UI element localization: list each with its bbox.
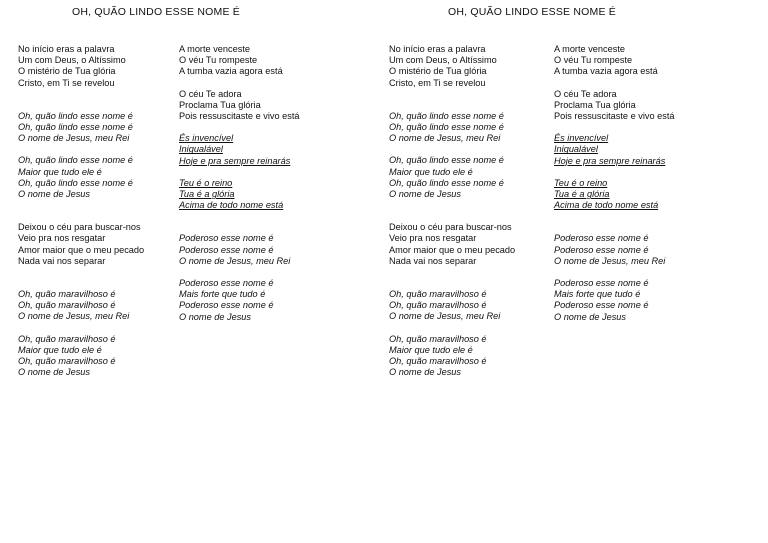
lyric-line: Poderoso esse nome é bbox=[179, 244, 274, 255]
lyric-line: Amor maior que o meu pecado bbox=[389, 244, 516, 255]
lyric-line: Proclama Tua glória bbox=[179, 99, 261, 110]
lyrics-sheet-right bbox=[384, 0, 768, 543]
lyric-line: Tua é a glória bbox=[554, 189, 610, 200]
lyric-line: O nome de Jesus, meu Rei bbox=[554, 255, 666, 266]
lyric-line: Maior que tudo ele é bbox=[389, 344, 473, 355]
lyric-line: Oh, quão lindo esse nome é bbox=[18, 122, 133, 133]
stanza bbox=[18, 111, 144, 145]
lyric-line: Oh, quão lindo esse nome é bbox=[389, 110, 504, 121]
lyric-line: O mistério de Tua glória bbox=[18, 66, 116, 77]
lyric-line: Oh, quão lindo esse nome é bbox=[18, 110, 133, 121]
lyric-line: Nada vai nos separar bbox=[18, 255, 106, 266]
stanza bbox=[18, 155, 144, 200]
lyric-line: O nome de Jesus bbox=[554, 311, 627, 322]
lyric-line: Hoje e pra sempre reinarás bbox=[554, 155, 666, 166]
lyric-line: Tua é a glória bbox=[179, 189, 235, 200]
lyric-line: O véu Tu rompeste bbox=[179, 55, 258, 66]
lyric-line: Deixou o céu para buscar-nos bbox=[389, 222, 512, 233]
lyric-line: No início eras a palavra bbox=[18, 44, 115, 54]
lyric-line: Proclama Tua glória bbox=[554, 99, 636, 110]
stanza bbox=[554, 89, 675, 123]
lyric-line: Poderoso esse nome é bbox=[554, 278, 649, 289]
stanza bbox=[18, 289, 144, 323]
lyric-line: O nome de Jesus bbox=[18, 367, 91, 378]
stanza bbox=[554, 233, 675, 267]
stanza bbox=[389, 44, 515, 89]
lyric-line: O nome de Jesus bbox=[389, 367, 462, 378]
lyrics-column-right bbox=[554, 44, 675, 323]
lyric-line: És invencível bbox=[179, 133, 234, 144]
stanza bbox=[179, 44, 300, 78]
lyric-line: O nome de Jesus, meu Rei bbox=[18, 133, 130, 144]
lyric-line: Poderoso esse nome é bbox=[554, 233, 649, 244]
lyric-line: O véu Tu rompeste bbox=[554, 55, 633, 66]
stanza bbox=[554, 178, 675, 212]
lyric-line: Oh, quão lindo esse nome é bbox=[389, 177, 504, 188]
lyrics-column-left bbox=[389, 44, 515, 378]
stanza bbox=[389, 155, 515, 200]
lyric-line: Oh, quão maravilhoso é bbox=[389, 356, 487, 367]
lyric-line: A morte venceste bbox=[179, 44, 250, 54]
lyric-line: Amor maior que o meu pecado bbox=[18, 244, 145, 255]
lyric-line: Veio pra nos resgatar bbox=[18, 233, 106, 244]
lyric-line: Teu é o reino bbox=[179, 177, 233, 188]
stanza bbox=[18, 222, 144, 267]
lyric-line: Inigualável bbox=[554, 144, 598, 155]
lyric-line: Maior que tudo ele é bbox=[18, 166, 102, 177]
lyric-line: Veio pra nos resgatar bbox=[389, 233, 477, 244]
lyric-line: Oh, quão lindo esse nome é bbox=[18, 177, 133, 188]
lyric-line: O céu Te adora bbox=[554, 88, 617, 99]
lyric-line: O nome de Jesus, meu Rei bbox=[179, 255, 291, 266]
lyric-line: Um com Deus, o Altíssimo bbox=[18, 55, 126, 66]
lyric-line: Oh, quão maravilhoso é bbox=[389, 333, 487, 344]
stanza bbox=[554, 278, 675, 323]
lyric-line: Hoje e pra sempre reinarás bbox=[179, 155, 291, 166]
song-title: OH, QUÃO LINDO ESSE NOME É bbox=[448, 6, 616, 18]
stanza bbox=[554, 133, 675, 167]
lyric-line: Maior que tudo ele é bbox=[18, 344, 102, 355]
lyric-line: Poderoso esse nome é bbox=[179, 233, 274, 244]
lyric-line: O céu Te adora bbox=[179, 88, 242, 99]
lyric-line: Nada vai nos separar bbox=[389, 255, 477, 266]
lyric-line: Acima de todo nome está bbox=[179, 200, 284, 211]
stanza bbox=[389, 334, 515, 379]
lyric-line: Teu é o reino bbox=[554, 177, 608, 188]
lyric-line: Acima de todo nome está bbox=[554, 200, 659, 211]
lyric-line: O nome de Jesus, meu Rei bbox=[389, 311, 501, 322]
lyric-line: Oh, quão maravilhoso é bbox=[18, 333, 116, 344]
lyric-line: O nome de Jesus, meu Rei bbox=[389, 133, 501, 144]
lyric-line: Cristo, em Ti se revelou bbox=[389, 77, 486, 88]
lyric-line: Inigualável bbox=[179, 144, 223, 155]
lyric-line: Um com Deus, o Altíssimo bbox=[389, 55, 497, 66]
lyric-line: Pois ressuscitaste e vivo está bbox=[179, 111, 300, 122]
lyric-line: Oh, quão maravilhoso é bbox=[18, 300, 116, 311]
lyric-line: Oh, quão lindo esse nome é bbox=[18, 155, 133, 166]
lyric-line: O nome de Jesus bbox=[179, 311, 252, 322]
lyric-line: Poderoso esse nome é bbox=[179, 278, 274, 289]
stanza bbox=[179, 89, 300, 123]
lyric-line: Poderoso esse nome é bbox=[554, 300, 649, 311]
lyric-line: Mais forte que tudo é bbox=[554, 289, 641, 300]
lyric-line: Oh, quão lindo esse nome é bbox=[389, 122, 504, 133]
lyric-line: Pois ressuscitaste e vivo está bbox=[554, 111, 675, 122]
lyric-line: Oh, quão maravilhoso é bbox=[389, 300, 487, 311]
lyric-line: Oh, quão maravilhoso é bbox=[18, 289, 116, 300]
lyric-line: És invencível bbox=[554, 133, 609, 144]
lyric-line: Maior que tudo ele é bbox=[389, 166, 473, 177]
lyric-line: A tumba vazia agora está bbox=[554, 66, 658, 77]
stanza bbox=[179, 278, 300, 323]
stanza bbox=[389, 111, 515, 145]
lyric-line: Oh, quão maravilhoso é bbox=[389, 289, 487, 300]
lyric-line: Deixou o céu para buscar-nos bbox=[18, 222, 141, 233]
lyric-line: Poderoso esse nome é bbox=[179, 300, 274, 311]
lyrics-column-left bbox=[18, 44, 144, 378]
song-title: OH, QUÃO LINDO ESSE NOME É bbox=[72, 6, 240, 18]
stanza bbox=[179, 133, 300, 167]
lyric-line: No início eras a palavra bbox=[389, 44, 486, 54]
lyric-line: Poderoso esse nome é bbox=[554, 244, 649, 255]
lyric-line: Oh, quão maravilhoso é bbox=[18, 356, 116, 367]
lyric-line: A tumba vazia agora está bbox=[179, 66, 283, 77]
stanza bbox=[389, 289, 515, 323]
lyric-line: O nome de Jesus bbox=[389, 189, 462, 200]
lyric-line: O nome de Jesus, meu Rei bbox=[18, 311, 130, 322]
lyrics-column-right bbox=[179, 44, 300, 323]
lyric-line: Mais forte que tudo é bbox=[179, 289, 266, 300]
stanza bbox=[179, 233, 300, 267]
stanza bbox=[18, 334, 144, 379]
stanza bbox=[18, 44, 144, 89]
lyric-line: A morte venceste bbox=[554, 44, 625, 54]
lyric-line: Cristo, em Ti se revelou bbox=[18, 77, 115, 88]
stanza bbox=[554, 44, 675, 78]
lyric-line: O nome de Jesus bbox=[18, 189, 91, 200]
lyric-line: O mistério de Tua glória bbox=[389, 66, 487, 77]
stanza bbox=[389, 222, 515, 267]
stanza bbox=[179, 178, 300, 212]
lyric-line: Oh, quão lindo esse nome é bbox=[389, 155, 504, 166]
